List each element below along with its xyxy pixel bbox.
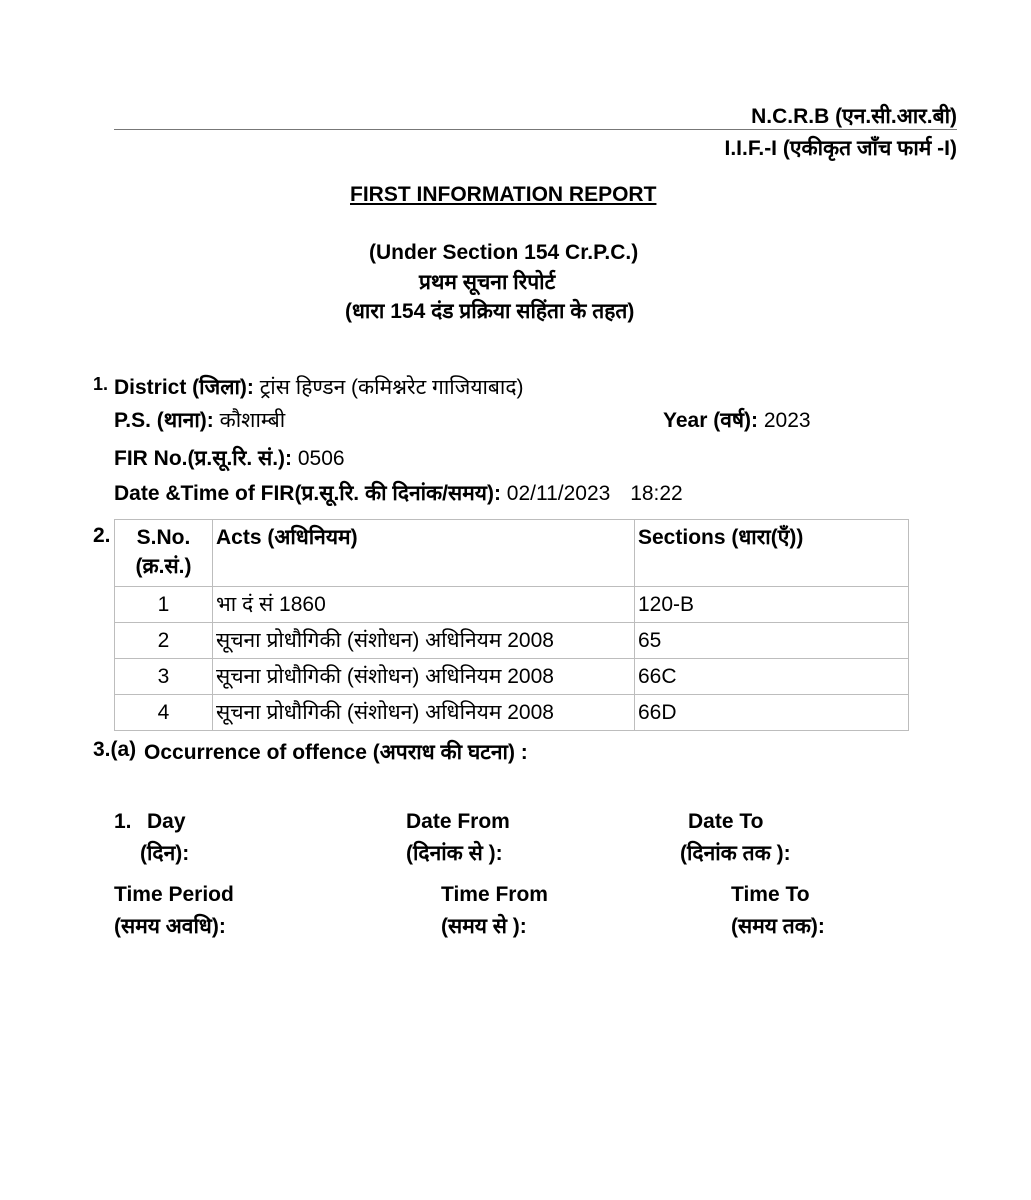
row-sno: 1	[115, 587, 213, 623]
time-period-label-hindi: (समय अवधि):	[114, 915, 226, 938]
row-section: 120-B	[635, 587, 909, 623]
table-row	[115, 659, 909, 695]
district-row	[114, 373, 524, 401]
ncrb-header: N.C.R.B (एन.सी.आर.बी)	[751, 105, 957, 128]
table-header-row	[115, 520, 909, 587]
fir-number-row	[114, 444, 345, 472]
table-row	[115, 587, 909, 623]
date-to-label: Date To	[688, 810, 764, 833]
fir-time-value: 18:22	[630, 482, 683, 505]
occurrence-label: Occurrence of offence (अपराध की घटना) :	[144, 741, 528, 764]
date-from-label: Date From	[406, 810, 510, 833]
day-label: Day	[147, 810, 186, 833]
ps-value: कौशाम्बी	[219, 409, 286, 432]
time-period-label: Time Period	[114, 883, 234, 906]
page-title: FIRST INFORMATION REPORT	[350, 183, 657, 206]
day-label-hindi: (दिन):	[140, 842, 190, 865]
ps-label: P.S. (थाना):	[114, 409, 214, 432]
time-to-label-hindi: (समय तक):	[731, 915, 825, 938]
subtitle-english: (Under Section 154 Cr.P.C.)	[369, 241, 639, 264]
table-row	[115, 695, 909, 731]
row-sno: 2	[115, 623, 213, 659]
police-station-row	[114, 406, 285, 434]
subtitle-hindi-section: (धारा 154 दंड प्रक्रिया सहिंता के तहत)	[345, 300, 635, 323]
table-row	[115, 623, 909, 659]
acts-table	[114, 519, 909, 731]
date-to-label-hindi: (दिनांक तक ):	[680, 842, 791, 865]
row-section: 66C	[635, 659, 909, 695]
row-act: सूचना प्रोधौगिकी (संशोधन) अधिनियम 2008	[213, 695, 635, 731]
row-section: 66D	[635, 695, 909, 731]
year-label: Year (वर्ष):	[663, 409, 759, 432]
date-from-label-hindi: (दिनांक से ):	[406, 842, 503, 865]
district-label: District (जिला):	[114, 376, 254, 399]
datetime-label: Date &Time of FIR(प्र.सू.रि. की दिनांक/समय):	[114, 482, 501, 505]
fir-datetime-row	[114, 479, 683, 507]
fir-value: 0506	[297, 447, 345, 470]
year-value: 2023	[763, 409, 811, 432]
year-row	[663, 406, 811, 434]
row-act: सूचना प्रोधौगिकी (संशोधन) अधिनियम 2008	[213, 623, 635, 659]
fir-date-value: 02/11/2023	[506, 482, 611, 505]
row-act: सूचना प्रोधौगिकी (संशोधन) अधिनियम 2008	[213, 659, 635, 695]
row-sno: 4	[115, 695, 213, 731]
row-sno: 3	[115, 659, 213, 695]
header-sno: S.No. (क्र.सं.)	[115, 520, 213, 587]
header-sections: Sections (धारा(एँ))	[635, 520, 909, 587]
time-from-label: Time From	[441, 883, 548, 906]
iif-header: I.I.F.-I (एकीकृत जाँच फार्म -I)	[724, 137, 957, 160]
row-section: 65	[635, 623, 909, 659]
section-1-number: 1.	[93, 374, 109, 394]
header-rule	[114, 129, 957, 130]
fir-label: FIR No.(प्र.सू.रि. सं.):	[114, 447, 293, 470]
occurrence-item-number: 1.	[114, 810, 132, 833]
header-acts: Acts (अधिनियम)	[213, 520, 635, 587]
subtitle-hindi: प्रथम सूचना रिपोर्ट	[419, 271, 556, 294]
time-to-label: Time To	[731, 883, 810, 906]
district-value: ट्रांस हिण्डन (कमिश्नरेट गाजियाबाद)	[259, 376, 524, 399]
time-from-label-hindi: (समय से ):	[441, 915, 527, 938]
row-act: भा दं सं 1860	[213, 587, 635, 623]
section-3a-number: 3.(a)	[93, 738, 137, 761]
section-2-number: 2.	[93, 524, 111, 547]
